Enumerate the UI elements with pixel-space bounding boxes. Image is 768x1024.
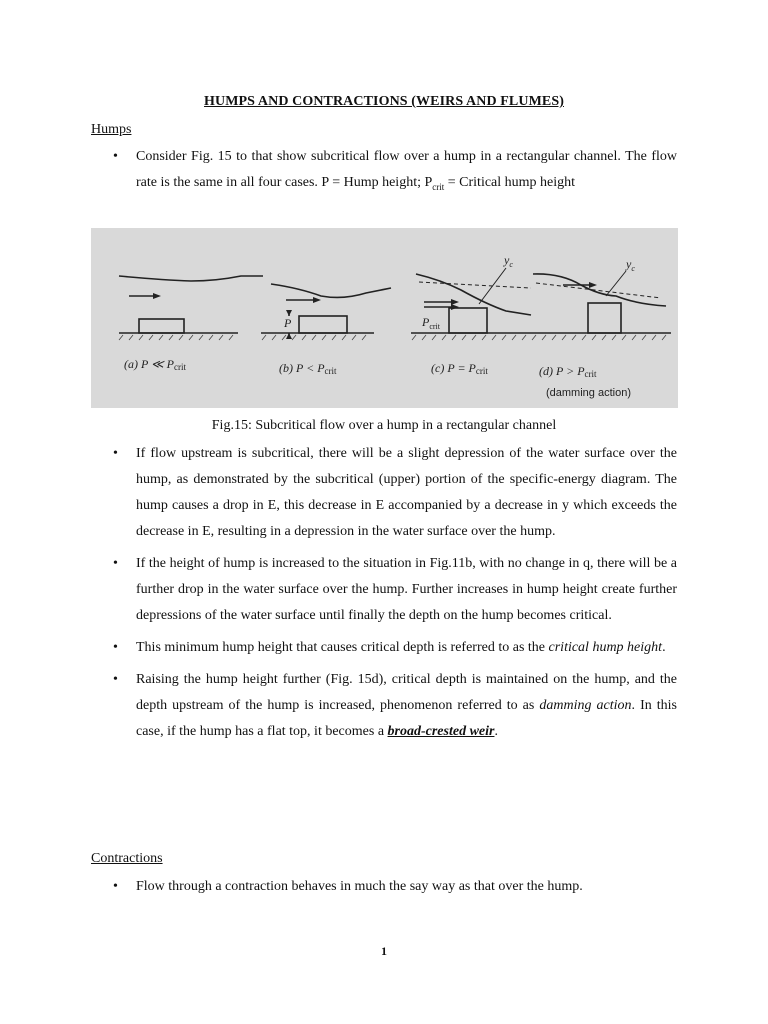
pcrit-label-c: $P_{crit}$ (422, 315, 441, 331)
humps-bullets (91, 441, 677, 745)
figure-15 (91, 228, 678, 408)
yc-label-d: $y_c$ (626, 257, 635, 273)
intro-text: Consider Fig. 15 to that show subcritical flow over a hump in a rectangular channel. The flow rate is the same in all four cases. P = Hump height; P (136, 149, 677, 190)
panel-label-a: (a) P ≪ Pcrit (124, 357, 187, 372)
b4-post: . (494, 724, 498, 739)
bed-hatch-c (412, 335, 526, 340)
page-title: HUMPS AND CONTRACTIONS (WEIRS AND FLUMES) (204, 94, 564, 109)
energy-line-c (419, 282, 531, 288)
contractions-bullet: • Flow through a contraction behaves in much the say way as that over the hump. (91, 874, 677, 900)
water-surface-d (533, 274, 666, 306)
b4-mid: . In this case, if the hump has a flat top, it becomes a (136, 698, 678, 739)
b4-bold: broad-crested weir (387, 724, 495, 739)
arrowhead-b (313, 297, 321, 303)
arrowhead-d (589, 282, 597, 288)
p-label-b: P (284, 316, 292, 330)
humps-intro-list (91, 144, 677, 200)
flow-arrow-c (424, 302, 451, 307)
panel-label-c: (c) P = Pcrit (431, 361, 488, 376)
bullet-critical-hump (91, 635, 677, 661)
figure-caption: Fig.15: Subcritical flow over a hump in a rectangular channel (211, 418, 557, 433)
p-arrowhead-b-bottom (286, 333, 292, 339)
intro-bullet (91, 144, 677, 200)
bullet-damming (91, 667, 677, 745)
b3-em: critical hump height (548, 640, 663, 655)
yc-label-c: $y_c$ (504, 253, 513, 269)
arrowhead-a (153, 293, 161, 299)
energy-line-d (536, 283, 661, 298)
humps-heading: Humps (91, 122, 132, 137)
water-surface-b (271, 284, 391, 297)
hump-d (588, 303, 621, 333)
yc-leader-c (479, 268, 506, 304)
bed-hatch-d (532, 335, 666, 340)
water-surface-c (416, 274, 531, 315)
water-surface-a (119, 276, 263, 281)
hump-c (449, 308, 487, 333)
contractions-list (91, 874, 677, 900)
b3-pre: This minimum hump height that causes critical depth is referred to as the (136, 640, 549, 655)
b4-em: damming action (539, 698, 632, 713)
hump-b (299, 316, 347, 333)
contractions-heading: Contractions (91, 851, 163, 866)
hump-a (139, 319, 184, 333)
intro-text-end: = Critical hump height (444, 175, 576, 190)
hump-diagram (91, 228, 678, 408)
b3-post: . (662, 640, 666, 655)
bed-hatch-a (119, 335, 233, 340)
panel-label-b: (b) P < Pcrit (279, 361, 337, 376)
panel-label-d: (d) P > Pcrit (539, 364, 597, 379)
b4-pre: Raising the hump height further (Fig. 15d), critical depth is maintained on the hump, and the depth upstream of the hump is increased, phenomenon referred to as (136, 672, 677, 713)
intro-sub: crit (432, 181, 445, 192)
bullet-hump-increase: • If the height of hump is increased to the situation in Fig.11b, with no change in q, there will be a further drop in the water surface over the hump. Further increases in hump height create further depressions of the water surface until finally the depth on the hump becomes critical. (91, 551, 677, 629)
bed-hatch-b (262, 335, 366, 340)
bullet-subcritical: • If flow upstream is subcritical, there will be a slight depression of the water surface over the hump, as demonstrated by the subcritical (upper) portion of the specific-energy diagram. The hump causes a drop in E, this decrease in E accompanied by a decrease in y which exceeds the decrease in E, resulting in a depression in the water surface over the hump. (91, 441, 677, 545)
damming-label: (damming action) (546, 387, 631, 399)
page-number: 1 (381, 944, 387, 958)
